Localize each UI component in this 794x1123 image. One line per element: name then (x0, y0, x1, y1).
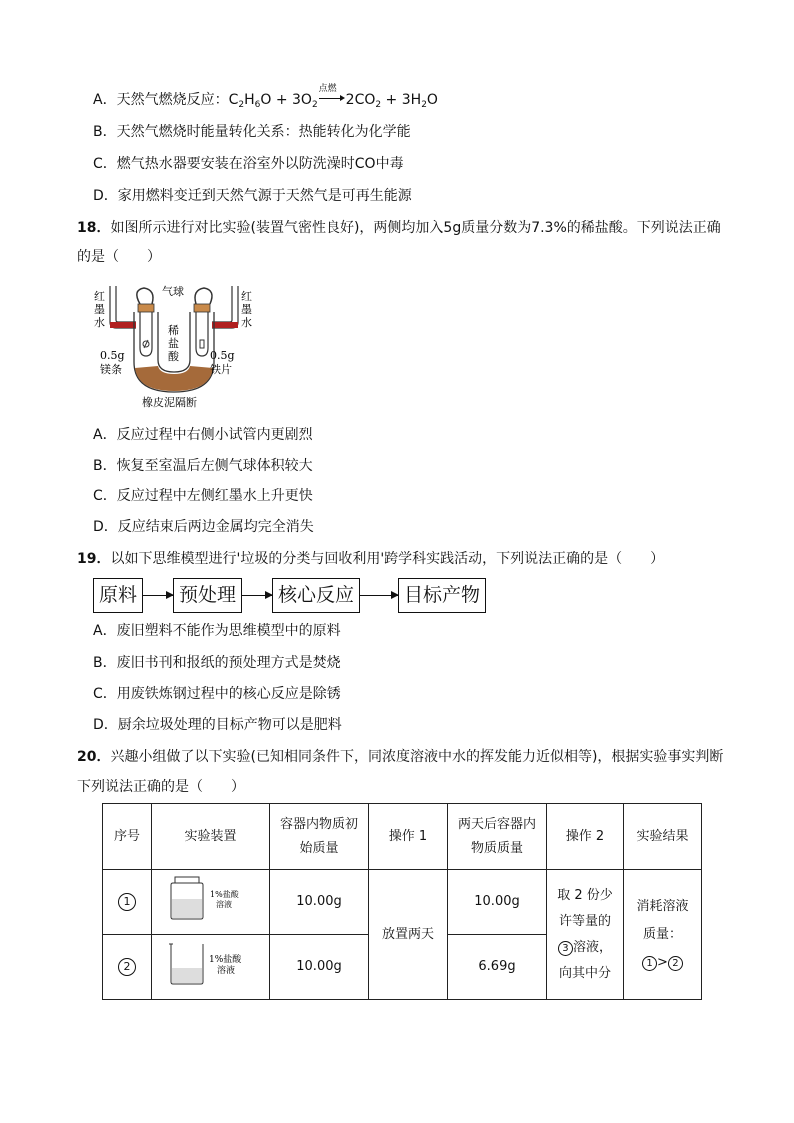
q19-option-d: D．厨余垃圾处理的目标产物可以是肥料 (93, 717, 342, 733)
label-left-metal: 镁条 (100, 363, 122, 376)
result-cell: 消耗溶液 质量： 1 > 2 (624, 870, 702, 1000)
q18-option-a: A．反应过程中右侧小试管内更剧烈 (93, 427, 313, 443)
flow-arrow-icon (360, 595, 398, 596)
row-seq: 1 (103, 870, 152, 935)
row-seq: 2 (103, 935, 152, 1000)
label-red-water-right-2: 墨 (241, 303, 252, 316)
q18-stem: 18．如图所示进行对比实验(装置气密性良好)，两侧均加入5g质量分数为7.3%的稀盐酸。下列说法正确 (77, 220, 721, 236)
row-mass-after: 6.69g (448, 935, 547, 1000)
q19-stem: 19．以如下思维模型进行'垃圾的分类与回收利用'跨学科实践活动，下列说法正确的是（ ） (77, 551, 665, 567)
q19-option-a: A．废旧塑料不能作为思维模型中的原料 (93, 623, 341, 639)
q17-option-c: C．燃气热水器要安装在浴室外以防洗澡时CO中毒 (93, 156, 404, 172)
svg-text:溶液: 溶液 (216, 965, 235, 976)
header-operation-1: 操作 1 (369, 804, 448, 870)
label-red-water-left-3: 水 (94, 316, 105, 329)
flow-box-raw-material: 原料 (93, 578, 143, 613)
sealed-jar-apparatus (152, 870, 270, 935)
label-red-water-left-1: 红 (94, 290, 105, 303)
q18-option-b: B．恢复至室温后左侧气球体积较大 (93, 458, 313, 474)
q18-option-d: D．反应结束后两边金属均完全消失 (93, 519, 314, 535)
header-operation-2: 操作 2 (547, 804, 624, 870)
header-seq: 序号 (103, 804, 152, 870)
sealed-jar-icon (161, 873, 261, 923)
q19-option-b: B．废旧书刊和报纸的预处理方式是焚烧 (93, 655, 341, 671)
label-acid-3: 酸 (168, 350, 179, 363)
label-red-water-left-2: 墨 (94, 303, 105, 316)
table-header-row (103, 804, 702, 870)
label-balloon: 气球 (162, 285, 184, 298)
flow-arrow-icon (143, 595, 173, 596)
label-acid-1: 稀 (168, 324, 179, 337)
q20-stem: 20．兴趣小组做了以下实验(已知相同条件下，同浓度溶液中水的挥发能力近似相等)，根据实验事实判断 (77, 749, 724, 765)
open-beaker-apparatus (152, 935, 270, 1000)
label-clay-partition: 橡皮泥隔断 (142, 396, 197, 409)
q17-option-b: B．天然气燃烧时能量转化关系：热能转化为化学能 (93, 124, 411, 140)
flow-arrow-icon (242, 595, 272, 596)
header-initial-mass: 容器内物质初 始质量 (270, 804, 369, 870)
svg-text:1%盐酸: 1%盐酸 (208, 954, 241, 965)
svg-text:1%盐酸: 1%盐酸 (209, 889, 239, 899)
u-tube-apparatus-figure (92, 282, 262, 412)
header-result: 实验结果 (624, 804, 702, 870)
q18-stem-cont: 的是（ ） (77, 249, 161, 265)
experiment-table (102, 803, 702, 1000)
q17-option-d: D．家用燃料变迁到天然气源于天然气是可再生能源 (93, 188, 412, 204)
flow-box-pretreatment: 预处理 (173, 578, 242, 613)
label-right-metal-mass: 0.5g (210, 349, 235, 362)
svg-text:溶液: 溶液 (215, 899, 232, 909)
q19-option-c: C．用废铁炼钢过程中的核心反应是除锈 (93, 686, 341, 702)
flow-box-target-product: 目标产物 (398, 578, 486, 613)
thinking-model-flowchart (93, 577, 486, 614)
q20-stem-cont: 下列说法正确的是（ ） (77, 779, 245, 795)
operation-1-cell: 放置两天 (369, 870, 448, 1000)
table-row (103, 870, 702, 935)
header-mass-after: 两天后容器内 物质质量 (448, 804, 547, 870)
operation-2-cell: 取 2 份少 许等量的 3 溶液， 向其中分 (547, 870, 624, 1000)
open-beaker-icon (161, 938, 261, 988)
q18-option-c: C．反应过程中左侧红墨水上升更快 (93, 488, 313, 504)
row-initial-mass: 10.00g (270, 870, 369, 935)
label-acid-2: 盐 (168, 337, 179, 350)
label-left-metal-mass: 0.5g (100, 349, 125, 362)
label-red-water-right-3: 水 (241, 316, 252, 329)
row-initial-mass: 10.00g (270, 935, 369, 1000)
label-red-water-right-1: 红 (241, 290, 252, 303)
label-right-metal: 铁片 (210, 363, 232, 376)
row-mass-after: 10.00g (448, 870, 547, 935)
flow-box-core-reaction: 核心反应 (272, 578, 360, 613)
reaction-arrow-icon: 点燃 (319, 93, 345, 107)
q17-option-a: A．天然气燃烧反应：$C_2H_6O + 3O_2$ 点燃 $2CO_2 + 3H_2O$ (93, 84, 438, 110)
header-apparatus: 实验装置 (152, 804, 270, 870)
